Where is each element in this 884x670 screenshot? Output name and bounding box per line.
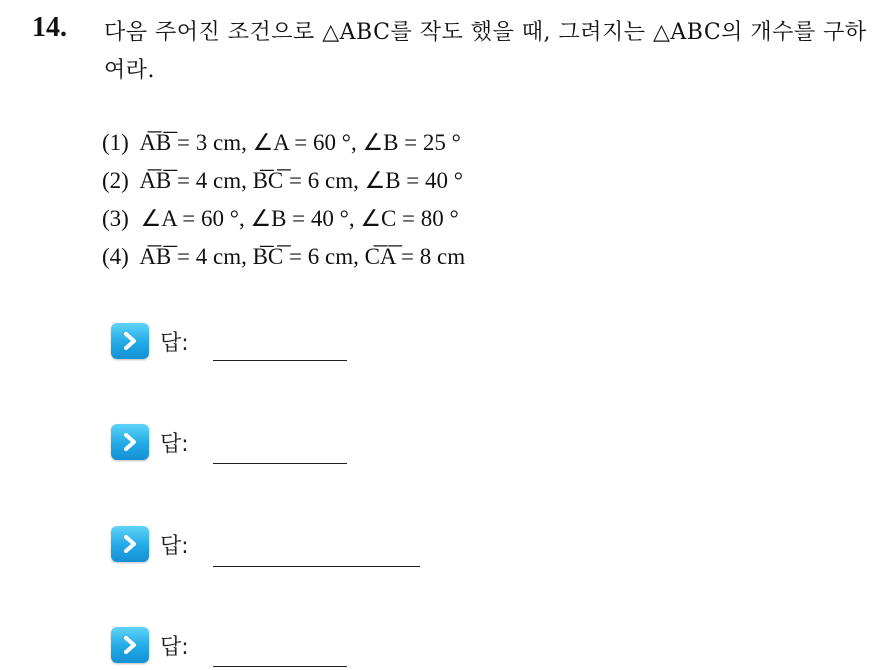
condition-index: (2): [102, 168, 129, 193]
condition-4: [102, 238, 465, 276]
condition-text: A͞B͞ = 3 cm, ∠A = 60 °, ∠B = 25 °: [139, 130, 461, 155]
condition-text: ∠A = 60 °, ∠B = 40 °, ∠C = 80 °: [140, 206, 459, 231]
chevron-right-icon: [111, 526, 149, 562]
answer-label: 답:: [160, 431, 189, 457]
question-number: 14.: [32, 12, 67, 43]
condition-text: A͞B͞ = 4 cm, B͞C͞ = 6 cm, C͞A͞ = 8 cm: [139, 244, 466, 269]
answer-label: 답:: [160, 533, 189, 559]
answer-input-2[interactable]: [213, 463, 347, 464]
condition-index: (4): [102, 244, 129, 269]
answer-input-1[interactable]: [213, 360, 347, 361]
chevron-right-icon: [111, 323, 149, 359]
answer-row-4: [111, 625, 189, 665]
condition-1: [102, 124, 465, 162]
condition-3: [102, 200, 465, 238]
answer-row-1: [111, 321, 189, 361]
answer-input-3[interactable]: [213, 566, 420, 567]
chevron-right-icon: [111, 424, 149, 460]
answer-input-4[interactable]: [213, 666, 347, 667]
condition-index: (1): [102, 130, 129, 155]
answer-row-2: [111, 422, 189, 462]
chevron-right-icon: [111, 627, 149, 663]
answer-row-3: [111, 524, 189, 564]
condition-text: A͞B͞ = 4 cm, B͞C͞ = 6 cm, ∠B = 40 °: [139, 168, 463, 193]
answer-label: 답:: [160, 330, 189, 356]
condition-2: [102, 162, 465, 200]
question-text: 다음 주어진 조건으로 △ABC를 작도 했을 때, 그려지는 △ABC의 개수를 구하여라.: [104, 20, 867, 83]
condition-list: [102, 124, 465, 276]
condition-index: (3): [102, 206, 129, 231]
answer-label: 답:: [160, 634, 189, 660]
